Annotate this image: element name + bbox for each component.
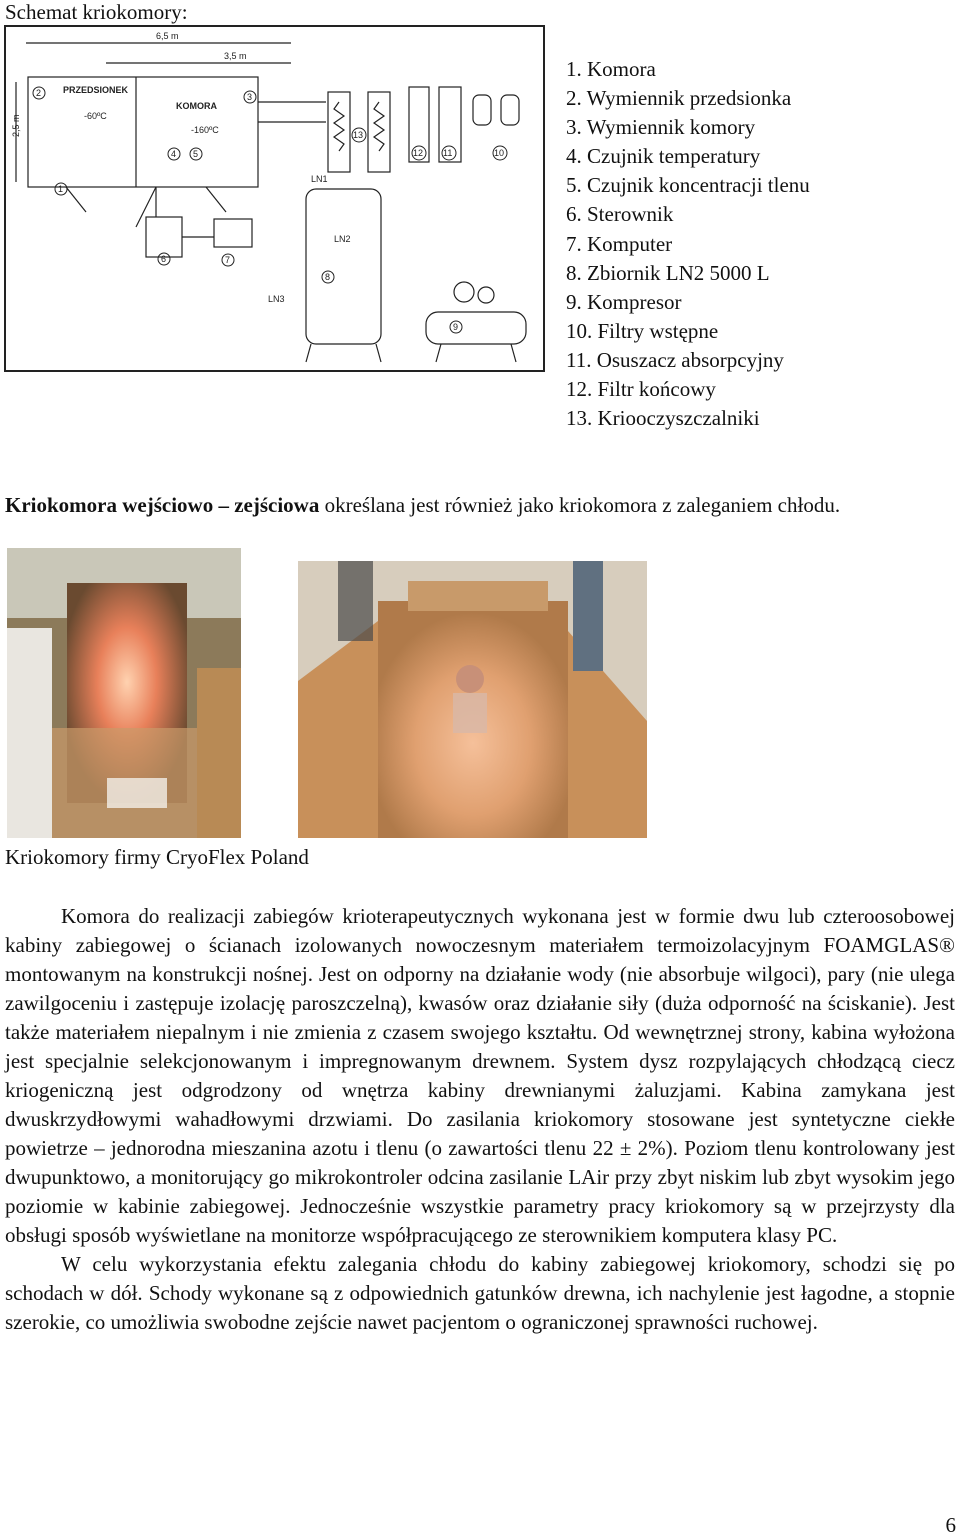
legend-item: 1. Komora (566, 57, 656, 81)
legend-item: 9. Kompresor (566, 289, 682, 314)
svg-text:9: 9 (453, 322, 459, 332)
intro-paragraph (5, 490, 935, 520)
legend-item: 12. Filtr końcowy (566, 377, 716, 402)
legend-item: 13. Kriooczyszczalniki (566, 406, 760, 431)
svg-text:2: 2 (36, 88, 42, 98)
intro-rest: określana jest również jako kriokomora z zaleganiem chłodu. (319, 493, 841, 517)
body-paragraph: W celu wykorzystania efektu zalegania chłodu do kabiny zabiegowej kriokomory, schodzi się po schodach w dół. Schody wykonane są z odpowiednich gatunków drewna, ich nachylenie jest łagodne, a stopnie szerokie, co umożliwia swobodne zejście nawet pacjentom o ograniczonej sprawności ruchowej. (5, 1252, 955, 1334)
legend-item: 2. Wymiennik przedsionka (566, 86, 792, 111)
temp-main-label: -160ºC (191, 125, 219, 135)
svg-text:3: 3 (247, 92, 253, 102)
svg-text:7: 7 (225, 255, 231, 265)
legend-item: 8. Zbiornik LN2 5000 L (566, 260, 770, 285)
svg-text:8: 8 (325, 272, 331, 282)
ln3-label: LN3 (268, 294, 285, 304)
svg-text:6: 6 (161, 254, 167, 264)
photo-cryochamber-patient (298, 561, 647, 838)
intro-bold: Kriokomora wejściowo – zejściowa (5, 493, 320, 517)
legend-item: 6. Sterownik (566, 202, 674, 227)
legend-item: 4. Czujnik temperatury (566, 144, 761, 169)
photo-caption: Kriokomory firmy CryoFlex Poland (5, 845, 309, 869)
svg-text:12: 12 (413, 148, 424, 158)
legend-item: 5. Czujnik koncentracji tlenu (566, 173, 810, 198)
svg-text:4: 4 (171, 149, 177, 159)
page-heading: Schemat kriokomory: (5, 0, 188, 24)
body-text (5, 902, 955, 1337)
legend-item: 11. Osuszacz absorpcyjny (566, 347, 784, 372)
legend-item: 3. Wymiennik komory (566, 115, 756, 140)
cryochamber-diagram (4, 25, 545, 372)
photo-cryochamber-interior (7, 548, 241, 838)
temp-pre-label: -60ºC (84, 111, 107, 121)
legend-item: 10. Filtry wstępne (566, 318, 719, 343)
dim-height-label: 2,5 m (11, 114, 21, 137)
body-paragraph: Komora do realizacji zabiegów krioterapeutycznych wykonana jest w formie dwu lub czteroosobowej kabiny zabiegowej o ścianach izolowanych nowoczesnym materiałem termoizolacyjnym FOAMGLAS® montowanym na konstrukcji nośnej. Jest on odporny na działanie wody (nie absorbuje wilgoci), pary (nie ulega zawilgoceniu i zastępuje izolację paroszczelną), kwasów oraz działanie siły (duża odporność na ściskanie). Jest także materiałem niepalnym i nie zmienia z czasem swojego kształtu. Od wewnętrznej strony, kabina wyłożona jest specjalnie selekcjonowanym i impregnowanym drewnem. System dysz rozpylających chłodzącą ciecz kriogeniczną jest odgrodzony od wnętrza kabiny drewnianymi żaluzjami. Kabina zamykana jest dwuskrzydłowymi wahadłowymi drzwiami. Do zasilania kriokomory stosowane jest syntetyczne ciekłe powietrze – jednorodna mieszanina azotu i tlenu (o zawartości tlenu 22 ± 2%). Poziom tlenu kontrolowany jest dwupunktowo, a monitorujący go mikrokontroler odcina zasilanie LAir przy zbyt niskim lub zbyt wysokim jego poziomie w kabinie zabiegowej. Jednocześnie wszystkie parametry pracy kriokomory są w przejrzysty dla obsługi sposób wyświetlane na monitorze współpracującego ze sterownikiem komputera klasy PC. (5, 904, 955, 1247)
ln1-label: LN1 (311, 174, 328, 184)
svg-text:5: 5 (193, 149, 199, 159)
dim-width-label: 6,5 m (156, 31, 179, 41)
dim-inner-label: 3,5 m (224, 51, 247, 61)
room-pre-label: PRZEDSIONEK (63, 85, 129, 95)
diagram-drawing (6, 27, 543, 370)
ln2-label: LN2 (334, 234, 351, 244)
room-main-label: KOMORA (176, 101, 217, 111)
svg-text:11: 11 (443, 148, 453, 158)
svg-text:13: 13 (353, 130, 364, 140)
legend-item: 7. Komputer (566, 231, 673, 256)
svg-text:10: 10 (494, 148, 505, 158)
diagram-legend (566, 55, 810, 433)
svg-text:1: 1 (58, 184, 64, 194)
page-number: 6 (945, 1513, 956, 1537)
